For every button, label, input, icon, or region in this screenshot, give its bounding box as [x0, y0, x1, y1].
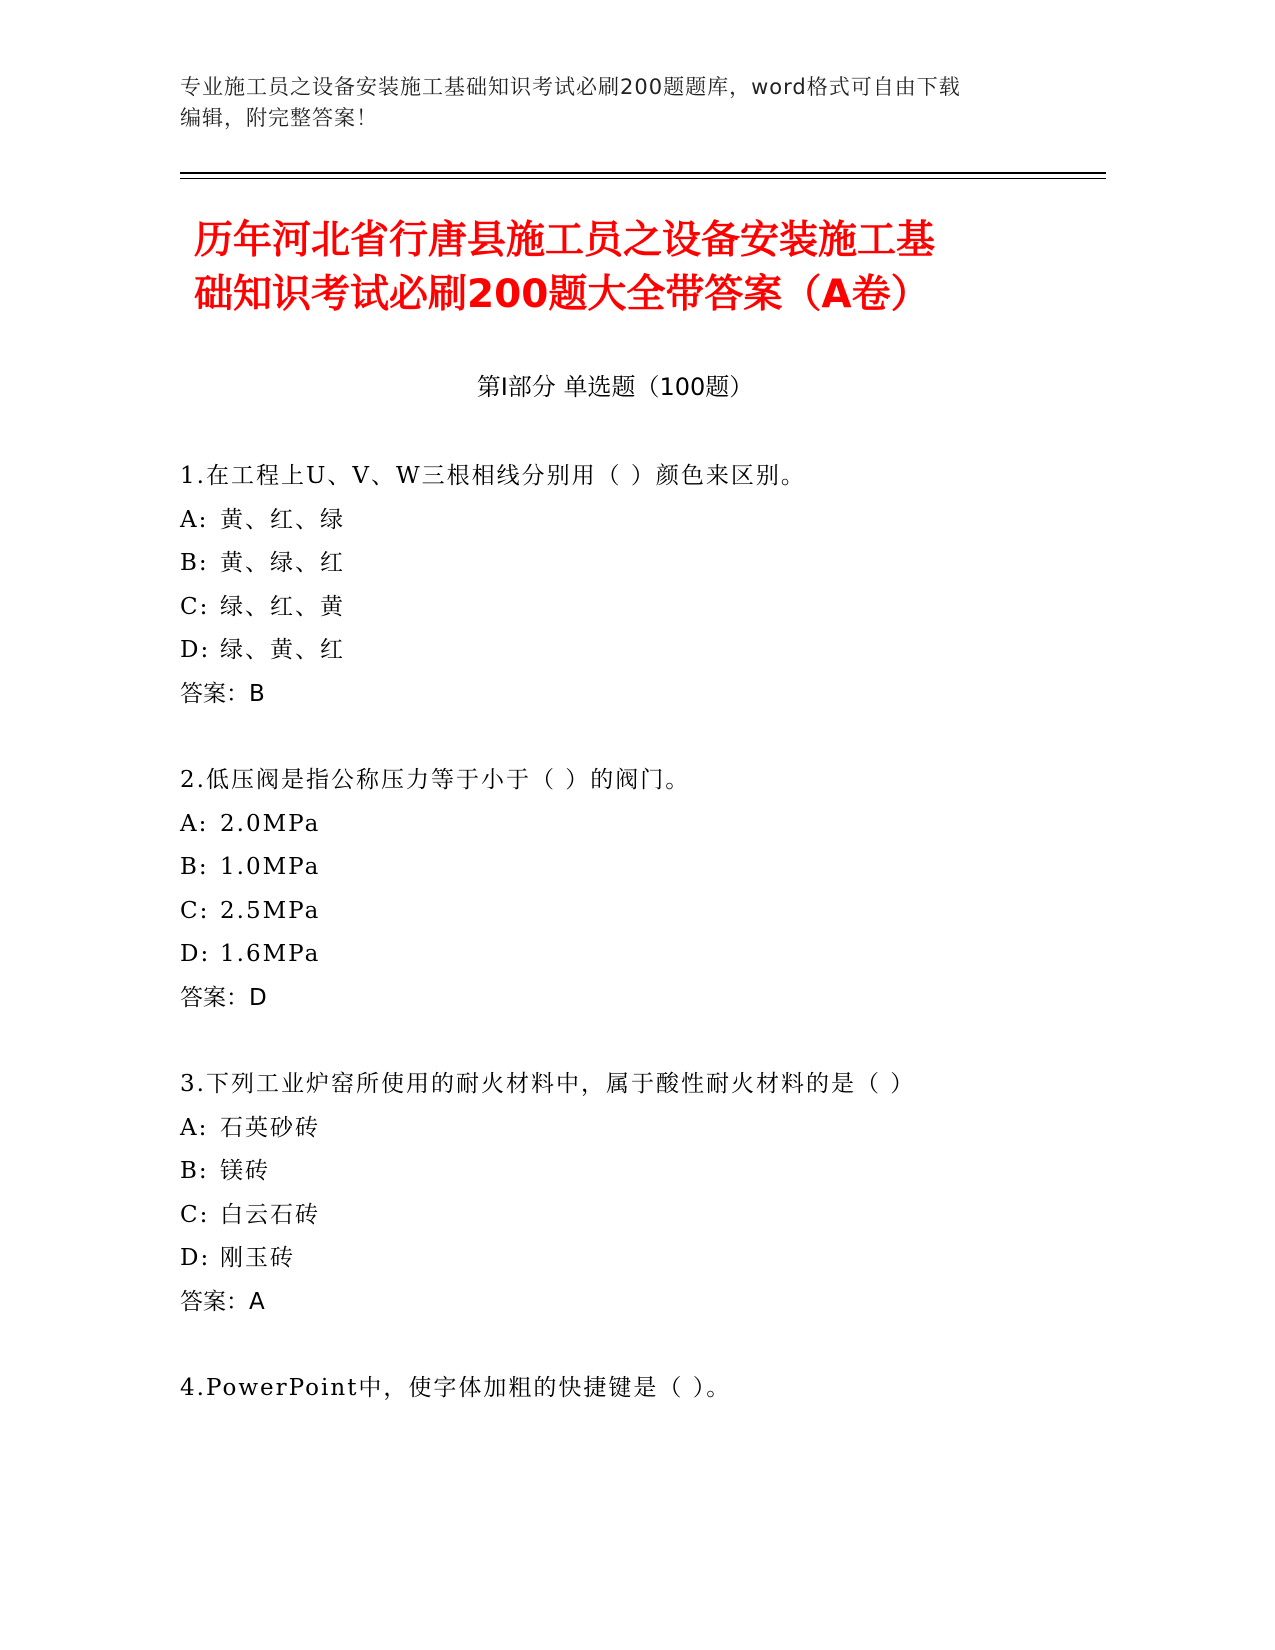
- option-c: [180, 586, 1120, 630]
- option-text: 1.0MPa: [220, 854, 321, 880]
- title-line-1: 历年河北省行唐县施工员之设备安装施工基: [194, 218, 936, 263]
- answer-line: 答案：B: [180, 680, 265, 707]
- option-d: [180, 629, 1120, 673]
- option-d: [180, 933, 1120, 977]
- option-text: 石英砂砖: [220, 1114, 320, 1141]
- question-stem: 3.下列工业炉窑所使用的耐火材料中，属于酸性耐火材料的是（ ）: [180, 1071, 916, 1097]
- option-text: 白云石砖: [220, 1201, 320, 1228]
- question-stem: 1.在工程上U、V、W三根相线分别用（ ）颜色来区别。: [180, 463, 806, 489]
- header-rule-thick: [180, 172, 1106, 174]
- option-a: [180, 803, 1120, 847]
- question-2: [180, 759, 1120, 1020]
- option-text: 2.0MPa: [220, 810, 321, 837]
- answer-line: 答案：D: [180, 984, 267, 1011]
- option-text: 黄、绿、红: [220, 550, 345, 576]
- question-4: [180, 1367, 1120, 1411]
- option-text: 绿、红、黄: [220, 593, 345, 620]
- option-key: D:: [180, 637, 211, 663]
- question-list: [180, 455, 1120, 1454]
- header-line-2: 编辑，附完整答案！: [180, 106, 378, 130]
- option-b: [180, 846, 1120, 890]
- option-key: B:: [180, 854, 209, 880]
- option-key: D:: [180, 941, 211, 967]
- option-key: A:: [180, 1114, 209, 1141]
- option-text: 镁砖: [220, 1158, 270, 1184]
- option-text: 2.5MPa: [220, 897, 321, 924]
- option-b: [180, 542, 1120, 586]
- title-line-2: 础知识考试必刷200题大全带答案（A卷）: [194, 272, 930, 317]
- section-title: 第Ⅰ部分 单选题（100题）: [476, 373, 754, 401]
- option-key: C:: [180, 897, 210, 924]
- option-text: 刚玉砖: [220, 1245, 295, 1271]
- option-key: A:: [180, 506, 209, 533]
- option-key: A:: [180, 810, 209, 837]
- question-3: [180, 1063, 1120, 1324]
- question-1: [180, 455, 1120, 716]
- page-header: [180, 72, 1040, 134]
- option-key: B:: [180, 550, 209, 576]
- header-line-1: 专业施工员之设备安装施工基础知识考试必刷200题题库，word格式可自由下载: [180, 75, 961, 99]
- option-b: [180, 1150, 1120, 1194]
- option-a: [180, 499, 1120, 543]
- option-c: [180, 1194, 1120, 1238]
- option-key: C:: [180, 1201, 210, 1228]
- option-text: 黄、红、绿: [220, 506, 345, 533]
- option-d: [180, 1237, 1120, 1281]
- header-rule-thin: [180, 178, 1106, 179]
- answer-line: 答案：A: [180, 1288, 265, 1315]
- option-text: 绿、黄、红: [220, 637, 345, 663]
- option-key: B:: [180, 1158, 209, 1184]
- question-stem: 4.PowerPoint中，使字体加粗的快捷键是（ ）。: [180, 1375, 732, 1401]
- option-key: D:: [180, 1245, 211, 1271]
- option-c: [180, 890, 1120, 934]
- option-key: C:: [180, 593, 210, 620]
- document-title: [180, 214, 1080, 322]
- question-stem: 2.低压阀是指公称压力等于小于（ ）的阀门。: [180, 767, 691, 793]
- option-text: 1.6MPa: [220, 941, 321, 967]
- option-a: [180, 1107, 1120, 1151]
